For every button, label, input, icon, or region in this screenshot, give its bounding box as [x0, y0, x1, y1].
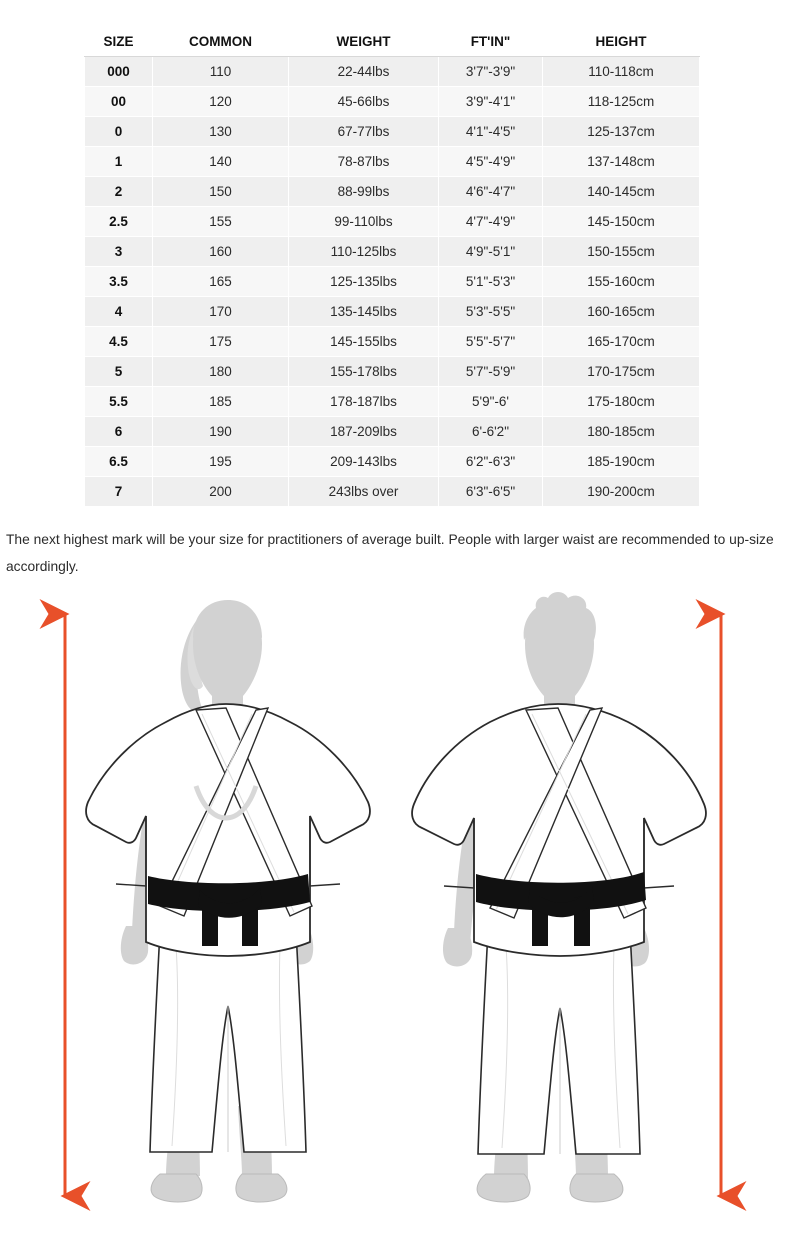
cell-ftin: 4'9"-5'1" — [439, 237, 543, 267]
cell-weight: 78-87lbs — [289, 147, 439, 177]
cell-common: 190 — [153, 417, 289, 447]
cell-ftin: 6'2"-6'3" — [439, 447, 543, 477]
cell-common: 200 — [153, 477, 289, 507]
male-karate-gi-figure — [412, 592, 706, 1202]
cell-size: 6.5 — [85, 447, 153, 477]
cell-height: 175-180cm — [543, 387, 700, 417]
cell-common: 140 — [153, 147, 289, 177]
gi-illustration — [0, 586, 786, 1226]
cell-common: 185 — [153, 387, 289, 417]
cell-height: 140-145cm — [543, 177, 700, 207]
table-row — [85, 357, 700, 387]
table-header — [85, 27, 700, 57]
cell-height: 185-190cm — [543, 447, 700, 477]
cell-size: 00 — [85, 87, 153, 117]
cell-height: 137-148cm — [543, 147, 700, 177]
table-row — [85, 177, 700, 207]
left-hand — [443, 928, 472, 966]
gi-pants — [478, 931, 640, 1154]
column-header-height: HEIGHT — [543, 27, 700, 57]
cell-ftin: 4'7"-4'9" — [439, 207, 543, 237]
cell-weight: 178-187lbs — [289, 387, 439, 417]
cell-size: 0 — [85, 117, 153, 147]
cell-ftin: 6'3"-6'5" — [439, 477, 543, 507]
cell-height: 118-125cm — [543, 87, 700, 117]
table-row — [85, 417, 700, 447]
cell-weight: 187-209lbs — [289, 417, 439, 447]
cell-size: 5 — [85, 357, 153, 387]
cell-height: 190-200cm — [543, 477, 700, 507]
female-karate-gi-figure — [86, 600, 370, 1202]
column-header-common: COMMON — [153, 27, 289, 57]
cell-common: 195 — [153, 447, 289, 477]
table-row — [85, 387, 700, 417]
table-row — [85, 477, 700, 507]
sizing-note: The next highest mark will be your size for practitioners of average built. People with larger waist are recommended to up-size accordingly. — [6, 531, 774, 574]
cell-height: 160-165cm — [543, 297, 700, 327]
cell-ftin: 5'1"-5'3" — [439, 267, 543, 297]
right-foot — [570, 1174, 623, 1202]
cell-ftin: 5'5"-5'7" — [439, 327, 543, 357]
cell-common: 180 — [153, 357, 289, 387]
table-row — [85, 87, 700, 117]
table-row — [85, 147, 700, 177]
cell-ftin: 5'3"-5'5" — [439, 297, 543, 327]
table-row — [85, 267, 700, 297]
cell-size: 1 — [85, 147, 153, 177]
column-header-weight: WEIGHT — [289, 27, 439, 57]
cell-ftin: 4'6"-4'7" — [439, 177, 543, 207]
cell-size: 3 — [85, 237, 153, 267]
cell-size: 7 — [85, 477, 153, 507]
cell-ftin: 5'7"-5'9" — [439, 357, 543, 387]
cell-ftin: 5'9"-6' — [439, 387, 543, 417]
table-row — [85, 327, 700, 357]
cell-weight: 110-125lbs — [289, 237, 439, 267]
cell-common: 170 — [153, 297, 289, 327]
table-row — [85, 207, 700, 237]
cell-common: 160 — [153, 237, 289, 267]
cell-common: 165 — [153, 267, 289, 297]
table-row — [85, 297, 700, 327]
left-hand — [121, 926, 148, 964]
cell-common: 120 — [153, 87, 289, 117]
table-row — [85, 237, 700, 267]
cell-size: 2.5 — [85, 207, 153, 237]
cell-height: 180-185cm — [543, 417, 700, 447]
cell-height: 150-155cm — [543, 237, 700, 267]
cell-size: 4.5 — [85, 327, 153, 357]
cell-weight: 243lbs over — [289, 477, 439, 507]
cell-height: 110-118cm — [543, 57, 700, 87]
cell-common: 155 — [153, 207, 289, 237]
cell-size: 3.5 — [85, 267, 153, 297]
column-header-ftin: FT'IN" — [439, 27, 543, 57]
size-chart-table — [84, 26, 700, 507]
table-row — [85, 117, 700, 147]
cell-weight: 209-143lbs — [289, 447, 439, 477]
table-row — [85, 447, 700, 477]
cell-height: 125-137cm — [543, 117, 700, 147]
cell-size: 4 — [85, 297, 153, 327]
left-foot — [151, 1174, 202, 1202]
cell-size: 5.5 — [85, 387, 153, 417]
right-foot — [236, 1174, 287, 1202]
table-body — [85, 57, 700, 507]
cell-height: 145-150cm — [543, 207, 700, 237]
cell-weight: 155-178lbs — [289, 357, 439, 387]
cell-ftin: 3'7"-3'9" — [439, 57, 543, 87]
cell-height: 165-170cm — [543, 327, 700, 357]
cell-ftin: 4'1"-4'5" — [439, 117, 543, 147]
column-header-size: SIZE — [85, 27, 153, 57]
left-foot — [477, 1174, 530, 1202]
cell-height: 170-175cm — [543, 357, 700, 387]
size-chart-table-wrapper — [84, 26, 699, 507]
cell-size: 6 — [85, 417, 153, 447]
cell-common: 175 — [153, 327, 289, 357]
cell-height: 155-160cm — [543, 267, 700, 297]
table-row — [85, 57, 700, 87]
cell-weight: 125-135lbs — [289, 267, 439, 297]
cell-weight: 67-77lbs — [289, 117, 439, 147]
cell-common: 130 — [153, 117, 289, 147]
table-header-row — [85, 27, 700, 57]
cell-weight: 145-155lbs — [289, 327, 439, 357]
cell-ftin: 3'9"-4'1" — [439, 87, 543, 117]
cell-weight: 99-110lbs — [289, 207, 439, 237]
cell-ftin: 6'-6'2" — [439, 417, 543, 447]
cell-size: 000 — [85, 57, 153, 87]
cell-weight: 135-145lbs — [289, 297, 439, 327]
cell-common: 110 — [153, 57, 289, 87]
cell-weight: 88-99lbs — [289, 177, 439, 207]
cell-weight: 22-44lbs — [289, 57, 439, 87]
cell-size: 2 — [85, 177, 153, 207]
cell-common: 150 — [153, 177, 289, 207]
cell-weight: 45-66lbs — [289, 87, 439, 117]
cell-ftin: 4'5"-4'9" — [439, 147, 543, 177]
